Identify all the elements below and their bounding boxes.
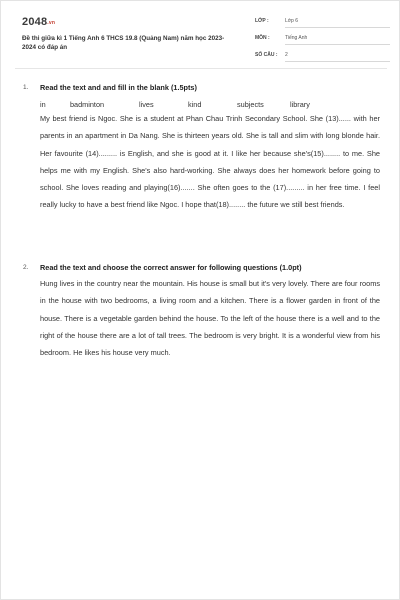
meta-label-subject: MÔN :	[255, 35, 270, 41]
exam-meta	[255, 15, 390, 66]
meta-value-class: Lớp 6	[285, 18, 390, 28]
question-title: Read the text and choose the correct answer for following questions (1.0pt)	[40, 263, 302, 272]
meta-label-class: LỚP :	[255, 18, 269, 24]
question-passage: My best friend is Ngoc. She is a student at Phan Chau Trinh Secondary School. She (13)...... with her parents in an apartment in Da Nang. She is thirteen years old. She is tall and slim with long blonde hair. Her favourite (14)......... is English, and she is good at it. I like her because she's(15)........ to me. She helps me with my English. She's also hard-working. She always does her homework before going to school. She loves reading and playing(16)....... She often goes to the (17)......... in her free time. I feel really lucky to have a best friend like Ngoc. I hope that(18)........ the future we still best friends.	[40, 114, 380, 210]
word-bank-item: kind	[188, 100, 202, 109]
logo-number: 2048	[22, 16, 48, 28]
word-bank-item: library	[290, 100, 310, 109]
logo-suffix: .vn	[47, 20, 56, 26]
question-number: 2.	[23, 264, 29, 271]
question-number: 1.	[23, 84, 29, 91]
meta-value-count: 2	[285, 52, 390, 62]
meta-row-subject	[255, 32, 390, 49]
meta-row-count	[255, 49, 390, 66]
word-bank-item: badminton	[70, 100, 105, 109]
meta-row-class	[255, 15, 390, 32]
page-header	[15, 11, 387, 61]
word-bank-item: lives	[139, 100, 154, 109]
meta-value-subject: Tiếng Anh	[285, 35, 390, 45]
meta-label-count: SỐ CÂU :	[255, 52, 278, 58]
word-bank-item: in	[40, 100, 46, 109]
word-bank-item: subjects	[237, 100, 264, 109]
question-passage: Hung lives in the country near the mountain. His house is small but it's very lovely. There are four rooms in the house with two bedrooms, a living room and a kitchen. There is a flower garden in front of the house. There is a vegetable garden behind the house. To the left of the house there is a well and to the right of the house there are a lot of tall trees. The bedroom is very bright. It is a wonderful view from his bedroom. He likes his house very much.	[40, 279, 380, 358]
site-logo[interactable]	[22, 16, 55, 28]
document-title: Đề thi giữa kì 1 Tiếng Anh 6 THCS 19.8 (Quảng Nam) năm học 2023-2024 có đáp án	[22, 35, 225, 51]
header-divider	[15, 68, 387, 69]
question-title: Read the text and and fill in the blank (1.5pts)	[40, 83, 197, 92]
